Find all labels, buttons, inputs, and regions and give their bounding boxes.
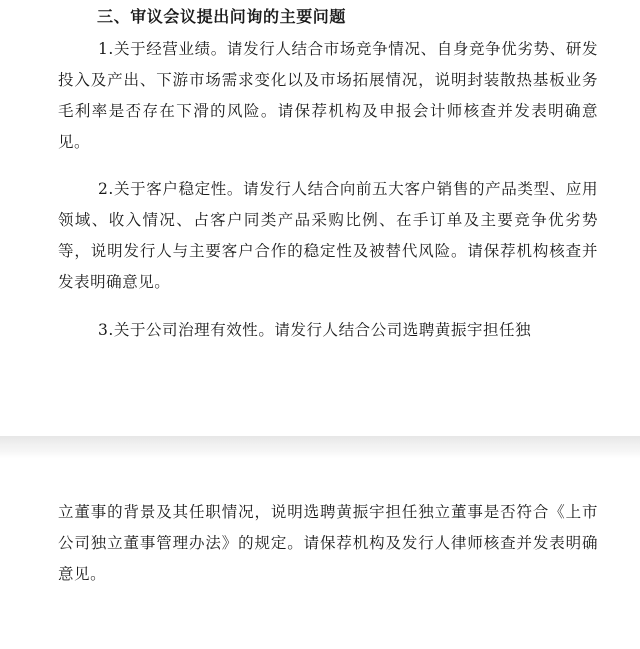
paragraph-text: 立董事的背景及其任职情况，说明选聘黄振宇担任独立董事是否符合《上市公司独立董事管理办法》的规定。请保荐机构及发行人律师核查并发表明确意见。 <box>58 503 598 583</box>
paragraph-text: 2.关于客户稳定性。请发行人结合向前五大客户销售的产品类型、应用领域、收入情况、占客户同类产品采购比例、在手订单及主要竞争优劣势等，说明发行人与主要客户合作的稳定性及被替代风险。请保荐机构核查并发表明确意见。 <box>58 180 598 291</box>
paragraph-customer-stability <box>58 174 598 298</box>
paragraph-text: 1.关于经营业绩。请发行人结合市场竞争情况、自身竞争优劣势、研发投入及产出、下游市场需求变化以及市场拓展情况，说明封装散热基板业务毛利率是否存在下滑的风险。请保荐机构及申报会计师核查并发表明确意见。 <box>58 40 598 151</box>
paragraph-corporate-governance <box>58 315 598 346</box>
paragraph-text: 3.关于公司治理有效性。请发行人结合公司选聘黄振宇担任独 <box>98 321 532 339</box>
page-divider <box>0 436 640 458</box>
paragraph-operating-performance <box>58 34 598 158</box>
section-heading: 三、审议会议提出问询的主要问题 <box>97 7 347 26</box>
document-page-bottom <box>0 458 640 649</box>
paragraph-governance-continued <box>58 497 598 590</box>
